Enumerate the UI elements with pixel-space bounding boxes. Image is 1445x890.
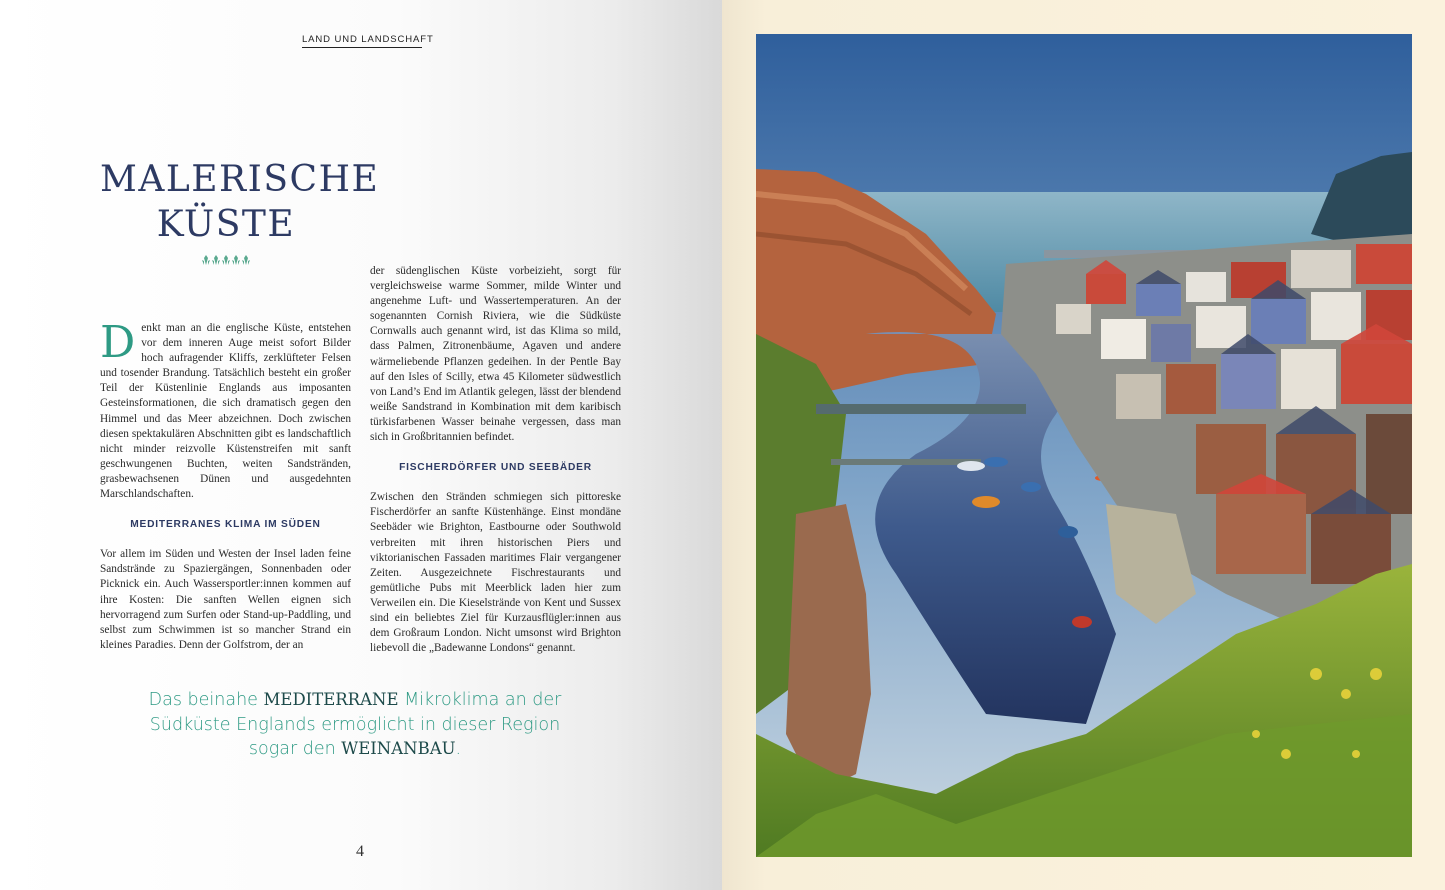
quote-text-3: .: [455, 739, 462, 759]
section1-paragraph-part1: Vor allem im Süden und Westen der Insel laden feine Sandstrände zu Spaziergängen, Sonnenbaden oder Picknick ein. Auch Wassersportler:innen kommen auf ihre Kosten: Die sanften Wellen eignen sich hervorragend zum Surfen oder Stand-up-Paddling, und selbst zum Schwimmen ist so mancher Strand ein kleines Paradies. Denn der Golfstrom, der an: [100, 548, 351, 651]
title-line-2: KÜSTE: [156, 204, 296, 245]
section2-paragraph: Zwischen den Stränden schmiegen sich pittoreske Fischerdörfer an sanfte Küstenhänge. Einst mondäne Seebäder wie Brighton, Eastbourne oder Southwold verbreiten mit ihren historischen Piers und viktorianischen Fassaden maritimes Flair vergangener Zeiten. Ausgezeichnete Fischrestaurants und gemütliche Pubs mit Meerblick laden hier zum Verweilen ein. Die Kieselstrände von Kent und Sussex sind ein beliebtes Ziel für Kurzausflügler:innen aus dem Großraum London. Nicht umsonst wird Brighton liebevoll die „Badewanne Londons“ genannt.: [370, 491, 621, 655]
dropcap: D: [100, 317, 136, 368]
section1-paragraph-part2: der südenglischen Küste vorbeizieht, sorgt für vergleichsweise warme Sommer, milde Winter und angenehme Luft- und Wassertemperaturen. An der sogenannten Cornish Riviera, wie die Südküste Cornwalls auch genannt wird, ist das Klima so mild, dass Palmen, Zitronenbäume, Agaven und andere wärmeliebende Pflanzen gedeihen. In der Pentle Bay auf den Isles of Scilly, etwa 45 Kilometer südwestlich von Land’s End im Atlantik gelegen, lässt der blendend weiße Sandstrand in Kombination mit dem karibisch türkisfarbenen Wasser beinahe vergessen, dass man sich in Großbritannien befindet.: [370, 265, 621, 444]
subheading-fischerdoerfer: FISCHERDÖRFER UND SEEBÄDER: [399, 462, 592, 474]
intro-paragraph: [100, 317, 351, 502]
pull-quote: [140, 688, 570, 762]
photo-illustration: [756, 34, 1412, 857]
left-page: [0, 0, 722, 890]
body-column-left: [100, 317, 351, 653]
quote-emphasis-1: MEDITERRANE: [263, 690, 399, 709]
section-label: LAND UND LANDSCHAFT: [302, 34, 422, 48]
coastal-village-photo: [756, 34, 1412, 857]
ornament-icon: [196, 252, 256, 268]
title-line-1: MALERISCHE: [100, 159, 380, 200]
quote-text-2: Mikroklima an der Südküste Englands ermöglicht in dieser Region sogar den: [149, 690, 562, 759]
page-title: [100, 157, 380, 247]
intro-text: enkt man an die englische Küste, entstehen vor dem inneren Auge meist sofort Bilder hoch aufragender Kliffs, zerklüfteter Felsen und tosender Brandung. Tatsächlich besteht ein großer Teil der Küstenlinie Englands aus imposanten Gesteinsformationen, die sich dramatisch gegen den Himmel und das Meer abzeichnen. Doch zwischen diesen spektakulären Abschnitten gibt es landschaftlich nicht minder reizvolle Küstenstreifen mit sanft geschwungenen Buchten, weiten Sandstränden, grasbewachsenen Dünen und ausgedehnten Marschlandschaften.: [100, 322, 351, 501]
quote-emphasis-2: WEINANBAU: [341, 739, 456, 758]
page-number: 4: [356, 843, 364, 860]
quote-text-1: Das beinahe: [148, 690, 264, 710]
body-column-right: [370, 264, 621, 656]
subheading-mediterranes-klima: MEDITERRANES KLIMA IM SÜDEN: [130, 519, 321, 531]
